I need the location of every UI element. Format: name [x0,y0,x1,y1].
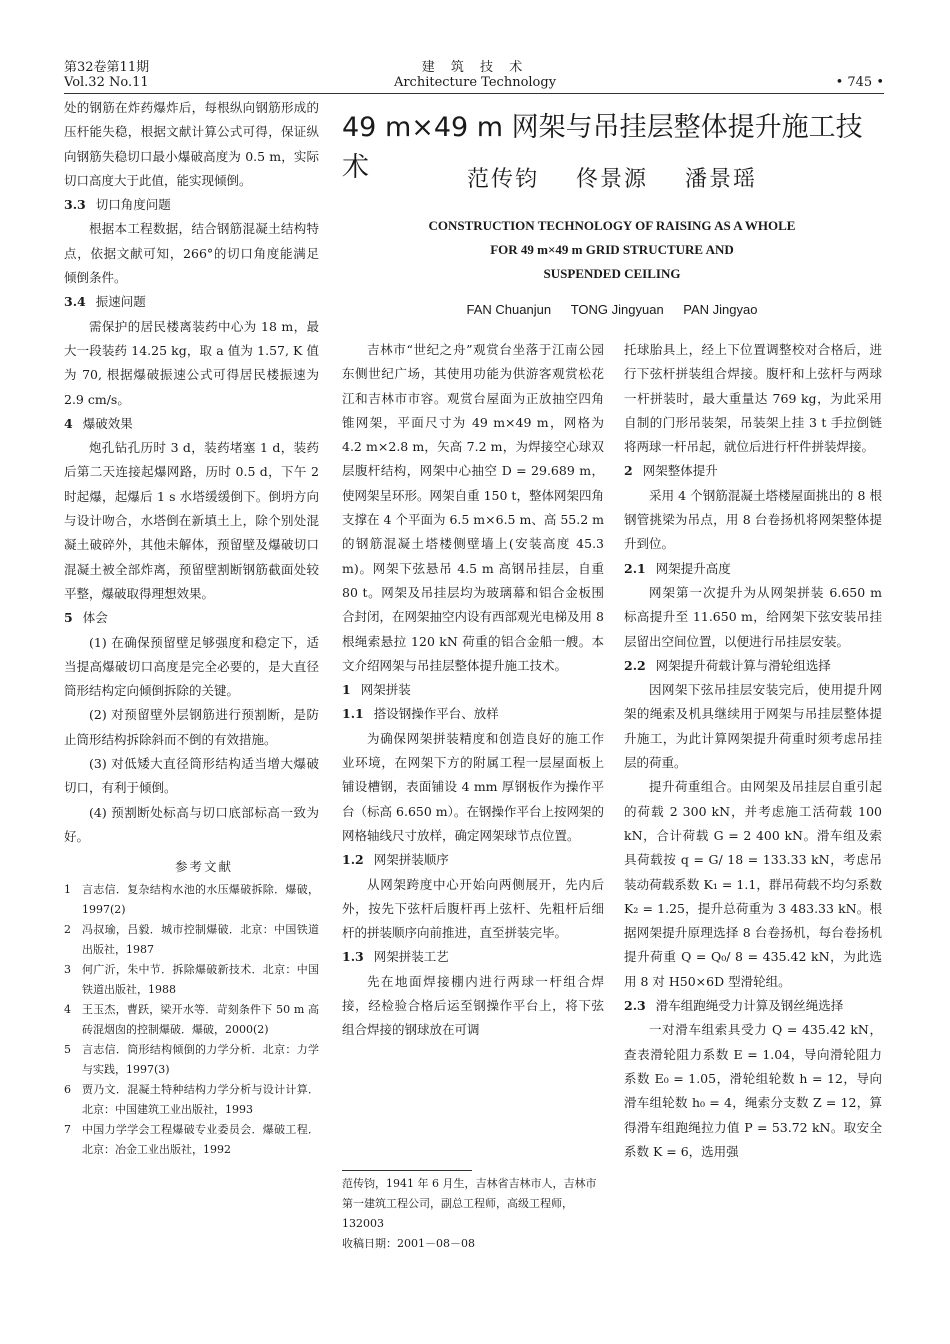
reference-text: 王玉杰，曹跃，梁开水等．苛刻条件下 50 m 高砖混烟囱的控制爆破．爆破，2000(2) [82,1002,319,1036]
footnote-rule [342,1170,472,1171]
paragraph: (3) 对低矮大直径筒形结构适当增大爆破切口，有利于倾倒。 [64,756,319,796]
section-title: 滑车组跑绳受力计算及钢丝绳选择 [655,998,844,1014]
reference-text: 中国力学学会工程爆破专业委员会．爆破工程．北京：冶金工业出版社，1992 [82,1122,319,1156]
reference-text: 贾乃文．混凝土特种结构力学分析与设计计算．北京：中国建筑工业出版社，1993 [82,1082,319,1116]
left-column [64,96,319,1160]
author-name: 潘景瑶 [685,167,758,192]
paragraph: 先在地面焊接棚内进行两球一杆组合焊接，经检验合格后运至钢操作平台上，将下弦组合焊接的钢球放在可调 [342,973,604,1038]
paragraph: 网架第一次提升为从网架拼装 6.650 m 标高提升至 11.650 m，给网架下弦安装吊挂层留出空间位置，以便进行吊挂层安装。 [624,584,882,649]
section-1-1-heading [342,702,604,726]
paragraph: (4) 预割断处标高与切口底部标高一致为好。 [64,804,319,844]
journal-title-en: Architecture Technology [393,75,557,90]
paragraph: 提升荷重组合。由网架及吊挂层自重引起的荷载 2 300 kN，并考虑施工活荷载 100 kN，合计荷载 G = 2 400 kN。滑车组及索具荷载按 q = G/ 18 = 133.33 kN，考虑吊装动荷载系数 K₁ = 1.1，群吊荷载不均匀系数 K₂ = 1.25，提升总荷重为 3 483.33 kN。根据网架提升原理选择 8 台卷扬机，每台卷扬机提升荷重 Q = Q₀/ 8 = 435.42 kN，为此选用 8 对 H50×6D 型滑轮组。 [624,779,882,989]
carryover-paragraph: 托球胎具上，经上下位置调整校对合格后，进行下弦杆拼装组合焊接。腹杆和上弦杆与两球一杆拼装时，最大重量达 769 kg，为此采用自制的门形吊装架，吊装架上挂 3 t 手拉倒链将两球一杆吊起，就位后进行杆件拼装焊接。 [624,342,882,455]
paragraph: 为确保网架拼装精度和创造良好的施工作业环境，在网架下方的附属工程一层屋面板上铺设槽钢，表面铺设 4 mm 厚钢板作为操作平台（标高 6.650 m）。在钢操作平台上按网架的网格轴线尺寸放样，确定网架球节点位置。 [342,730,604,843]
reference-item [64,960,319,1000]
author-name: 范传钧 [466,167,539,192]
footnote [342,1174,604,1254]
section-1-heading [342,678,604,702]
reference-text: 冯叔瑜，吕毅．城市控制爆破．北京：中国铁道出版社，1987 [82,922,319,956]
middle-column [342,338,604,1043]
section-number: 5 [64,610,73,626]
section-5-heading [64,606,319,630]
reference-number: 5 [64,1042,71,1056]
author-name: 佟景源 [575,167,648,192]
title-en-line: CONSTRUCTION TECHNOLOGY OF RAISING AS A WHOLE [428,218,796,233]
article-title-en [362,214,862,286]
paragraph: 从网架跨度中心开始向两侧展开，先内后外，按先下弦杆后腹杆再上弦杆、先粗杆后细杆的拼装顺序向前推进，直至拼装完毕。 [342,876,604,941]
section-number: 2.1 [624,560,646,576]
section-number: 1.2 [342,852,364,868]
page-number: • 745 • [835,75,884,90]
section-2-3-heading [624,994,882,1018]
authors-cn [342,162,882,193]
reference-item [64,1040,319,1080]
carryover-paragraph: 处的钢筋在炸药爆炸后，每根纵向钢筋形成的压杆能失稳，根据文献计算公式可得，保证纵向钢筋失稳切口最小爆破高度为 0.5 m，实际切口高度大于此值，能实现倾倒。 [64,100,319,188]
author-name-en: TONG Jingyuan [570,302,664,317]
section-number: 3.4 [64,294,86,310]
section-title: 爆破效果 [82,415,133,431]
title-en-line: FOR 49 m×49 m GRID STRUCTURE AND [490,242,734,257]
right-column [624,338,882,1164]
section-number: 2.2 [624,657,646,673]
paragraph: (1) 在确保预留壁足够强度和稳定下，适当提高爆破切口高度是完全必要的，是大直径筒形结构定向倾倒拆除的关键。 [64,634,319,699]
reference-number: 2 [64,922,71,936]
reference-number: 1 [64,882,71,896]
reference-number: 7 [64,1122,71,1136]
section-title: 网架拼装工艺 [373,949,449,965]
section-title: 网架提升荷载计算与滑轮组选择 [655,657,831,673]
reference-number: 6 [64,1082,71,1096]
section-3-3-heading [64,193,319,217]
section-1-3-heading [342,945,604,969]
paragraph: 采用 4 个钢筋混凝土塔楼屋面挑出的 8 根钢管挑梁为吊点，用 8 台卷扬机将网架整体提升到位。 [624,487,882,552]
paragraph: (2) 对预留壁外层钢筋进行预割断，是防止筒形结构拆除斜而不倒的有效措施。 [64,707,319,747]
paragraph: 吉林市“世纪之舟”观赏台坐落于江南公园东侧世纪广场，其使用功能为供游客观赏松花江和吉林市市容。观赏台屋面为正放抽空四角锥网架，平面尺寸为 49 m×49 m，网格为 4.2 m×2.8 m，矢高 7.2 m，为焊接空心球双层腹杆结构，网架中心抽空 D = 29.689 m，使网架呈环形。网架自重 150 t，整体网架四角支撑在 4 个平面为 6.5 m×6.5 m、高 55.2 m 的钢筋混凝土塔楼侧壁墙上(安装高度 45.3 m)。网架下弦悬吊 4.5 m 高钢吊挂层，自重 80 t。网架及吊挂层均为玻璃幕和铝合金板围合封闭，在网架抽空内设有西部观光电梯及用 8 根绳索悬拉 120 kN 荷重的铝合金船一艘。本文介绍网架与吊挂层整体提升施工技术。 [342,342,604,673]
section-number: 1.3 [342,949,364,965]
volume-issue-en: Vol.32 No.11 [64,75,149,90]
volume-issue-cn: 第32卷第11期 [64,60,150,75]
reference-number: 4 [64,1002,71,1016]
reference-text: 言志信．筒形结构倾倒的力学分析．北京：力学与实践，1997(3) [82,1042,319,1076]
section-title: 搭设钢操作平台、放样 [373,706,499,722]
section-number: 2.3 [624,998,646,1014]
reference-item [64,1080,319,1120]
section-2-2-heading [624,654,882,678]
references-title: 参考文献 [174,859,233,875]
section-3-4-heading [64,290,319,314]
section-title: 网架整体提升 [642,463,718,479]
section-number: 2 [624,463,633,479]
section-title: 切口角度问题 [95,197,171,213]
section-title: 体会 [82,610,108,626]
section-title: 网架提升高度 [655,560,731,576]
section-4-heading [64,412,319,436]
paragraph: 因网架下弦吊挂层安装完后，使用提升网架的绳索及机具继续用于网架与吊挂层整体提升施工，为此计算网架提升荷重时须考虑吊挂层的荷重。 [624,682,882,771]
references-list [64,880,319,1160]
reference-text: 何广沂，朱中节．拆除爆破新技术．北京：中国铁道出版社，1988 [82,962,319,996]
section-2-heading [624,459,882,483]
reference-item [64,880,319,920]
paragraph: 一对滑车组索具受力 Q = 435.42 kN，查表滑轮阻力系数 E = 1.04，导向滑轮阻力系数 E₀ = 1.05，滑轮组轮数 h = 12，导向滑车组轮数 h₀ = 4，绳索分支数 Z = 12，算得滑车组跑绳拉力值 P = 53.72 kN。取安全系数 K = 6，选用强 [624,1022,882,1159]
section-number: 4 [64,415,73,431]
paragraph: 炮孔钻孔历时 3 d，装药堵塞 1 d，装药后第二天连接起爆网路，历时 0.5 d，下午 2 时起爆，起爆后 1 s 水塔缓缓倒下。倒坍方向与设计吻合，水塔倒在新填土上，除个别处混凝土破碎外，其他未解体，预留壁及爆破切口混凝土被全部炸离，预留壁割断钢筋截面处较平整，爆破取得理想效果。 [64,440,319,601]
received-date: 收稿日期：2001－08－08 [342,1237,475,1250]
section-1-2-heading [342,848,604,872]
section-title: 网架拼装 [360,682,411,698]
author-bio: 范传钧，1941 年 6 月生，吉林省吉林市人，吉林市第一建筑工程公司，副总工程师，高级工程师，132003 [342,1177,597,1230]
article-title: 49 m×49 m 网架与吊挂层整体提升施工技术 [342,112,863,183]
reference-item [64,1000,319,1040]
reference-number: 3 [64,962,71,976]
section-title: 网架拼装顺序 [373,852,449,868]
section-number: 1.1 [342,706,364,722]
paragraph: 根据本工程数据，结合钢筋混凝土结构特点，依据文献可知，266°的切口角度能满足倾倒条件。 [64,221,319,286]
authors-en [342,302,882,317]
header-rule [64,93,884,94]
author-name-en: PAN Jingyao [683,302,758,317]
paragraph: 需保护的居民楼离装药中心为 18 m，最大一段装药 14.25 kg，取 a 值为 1.57, K 值为 70, 根据爆破振速公式可得居民楼振速为 2.9 cm/s。 [64,318,319,407]
reference-text: 言志信．复杂结构水池的水压爆破拆除．爆破，1997(2) [82,882,319,916]
section-2-1-heading [624,557,882,581]
section-title: 振速问题 [95,294,146,310]
journal-title-cn: 建 筑 技 术 [421,60,529,75]
author-name-en: FAN Chuanjun [466,302,552,317]
section-number: 1 [342,682,351,698]
reference-item [64,920,319,960]
section-number: 3.3 [64,197,86,213]
reference-item [64,1120,319,1160]
title-en-line: SUSPENDED CEILING [543,266,681,281]
